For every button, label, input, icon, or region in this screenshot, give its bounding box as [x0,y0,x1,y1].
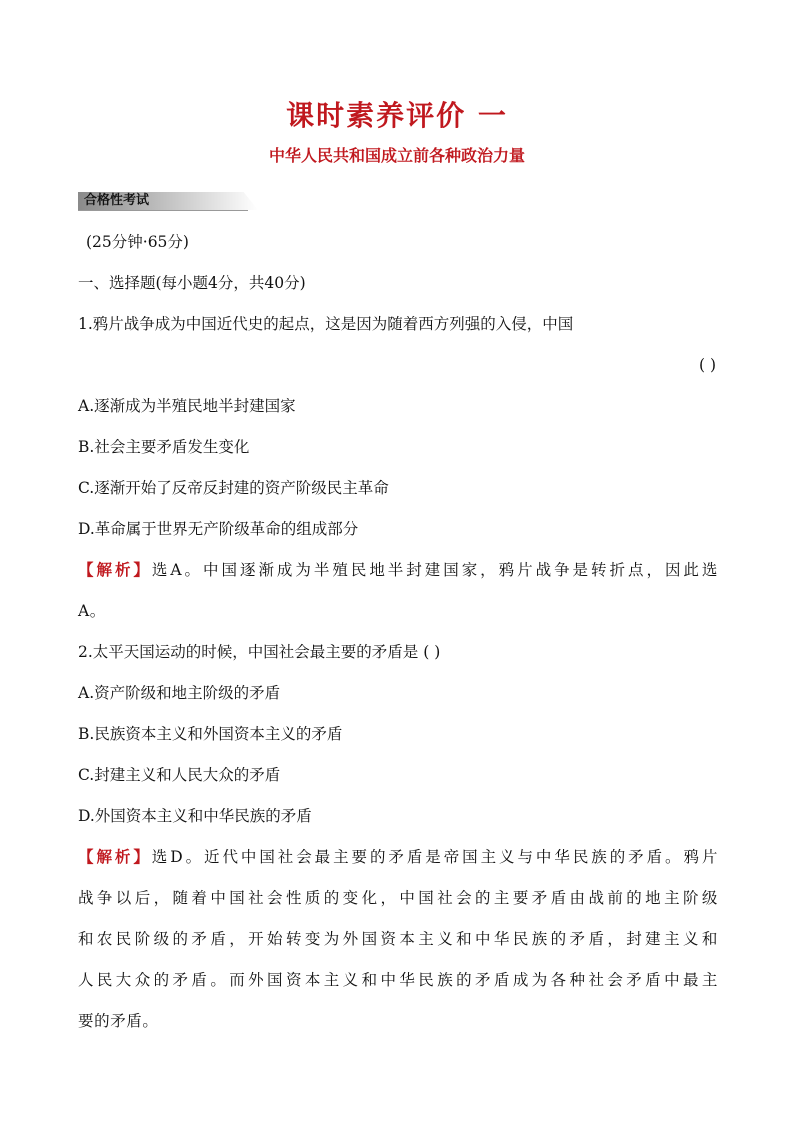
page-title: 课时素养评价 一 [286,99,508,132]
question-1-option-b: B.社会主要矛盾发生变化 [78,438,250,456]
question-1-analysis-line-1 [78,556,718,597]
question-1-analysis-tag: 【解析】 [78,560,152,579]
question-1-analysis-text: 选A。中国逐渐成为半殖民地半封建国家，鸦片战争是转折点，因此选 [151,561,718,579]
question-2-analysis-line-3: 和农民阶级的矛盾，开始转变为外国资本主义和中华民族的矛盾，封建主义和 [78,930,718,948]
question-1-analysis-line-2: A。 [78,602,106,620]
document-body [78,228,718,1048]
question-2-analysis-text: 选D。近代中国社会最主要的矛盾是帝国主义与中华民族的矛盾。鸦片 [151,848,718,866]
section-header [78,192,258,210]
question-2-option-d: D.外国资本主义和中华民族的矛盾 [78,807,312,825]
section-label: 合格性考试 [84,193,150,208]
question-2-option-a: A.资产阶级和地主阶级的矛盾 [78,684,281,702]
question-1-stem: 1.鸦片战争成为中国近代史的起点，这是因为随着西方列强的入侵，中国 [78,315,574,333]
question-2-analysis-line-1 [78,843,718,884]
page-subtitle: 中华人民共和国成立前各种政治力量 [268,146,525,165]
time-score: (25分钟·65分) [86,233,189,251]
section-underline [78,210,248,211]
question-1-option-a: A.逐渐成为半殖民地半封建国家 [78,397,296,415]
part-heading: 一、选择题(每小题4分，共40分) [78,274,306,292]
question-2-stem: 2.太平天国运动的时候，中国社会最主要的矛盾是 ( ) [78,643,441,661]
question-2-analysis-line-5: 要的矛盾。 [78,1012,159,1030]
question-2-analysis-tag: 【解析】 [78,847,152,866]
question-1-answer-blank: ( ) [698,356,716,374]
question-2-analysis-line-2: 战争以后，随着中国社会性质的变化，中国社会的主要矛盾由战前的地主阶级 [78,889,718,907]
question-1-option-c: C.逐渐开始了反帝反封建的资产阶级民主革命 [78,479,389,497]
question-2-analysis-line-4: 人民大众的矛盾。而外国资本主义和中华民族的矛盾成为各种社会矛盾中最主 [78,971,718,989]
question-2-option-b: B.民族资本主义和外国资本主义的矛盾 [78,725,343,743]
question-2-option-c: C.封建主义和人民大众的矛盾 [78,766,281,784]
question-1-option-d: D.革命属于世界无产阶级革命的组成部分 [78,520,359,538]
